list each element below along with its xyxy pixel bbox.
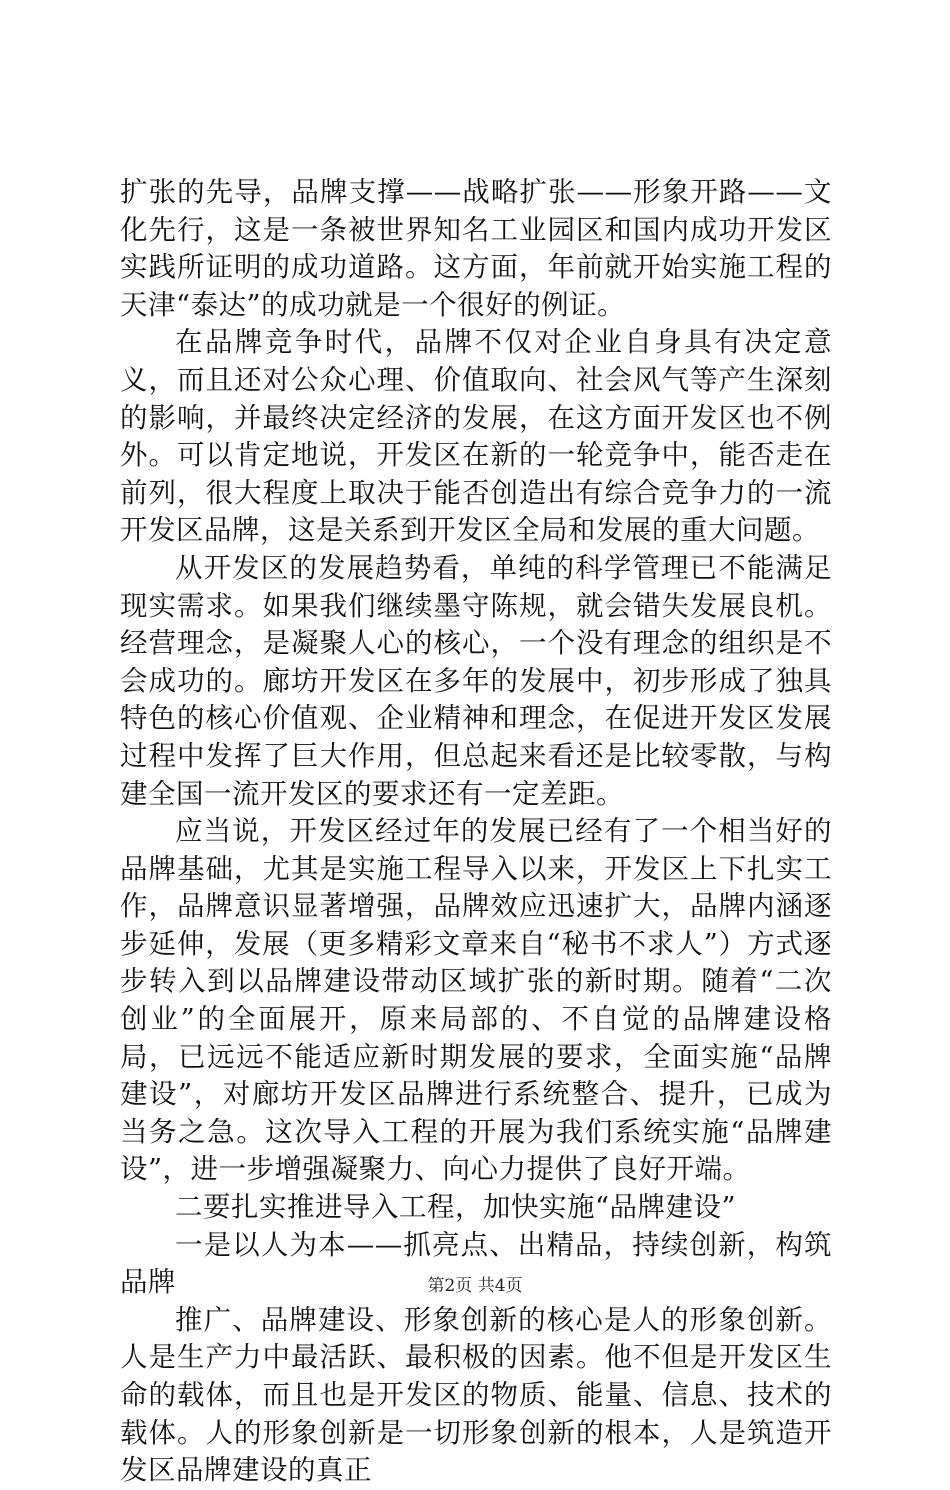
paragraph-1: 扩张的先导，品牌支撑——战略扩张——形象开路——文化先行，这是一条被世界知名工业园区和国内成功开发区实践所证明的成功道路。这方面，年前就开始实施工程的天津“泰达”的成功就是一个很好的例证。 <box>120 176 832 321</box>
paragraph-2: 在品牌竞争时代，品牌不仅对企业自身具有决定意义，而且还对公众心理、价值取向、社会风气等产生深刻的影响，并最终决定经济的发展，在这方面开发区也不例外。可以肯定地说，开发区在新的一轮竞争中，能否走在前列，很大程度上取决于能否创造出有综合竞争力的一流开发区品牌，这是关系到开发区全局和发展的重大问题。 <box>120 326 832 547</box>
paragraph-5: 推广、品牌建设、形象创新的核心是人的形象创新。人是生产力中最活跃、最积极的因素。他不但是开发区生命的载体，而且也是开发区的物质、能量、信息、技术的载体。人的形象创新是一切形象创新的根本，人是筑造开发区品牌建设的真正 <box>120 1303 832 1487</box>
paragraph-3: 从开发区的发展趋势看，单纯的科学管理已不能满足现实需求。如果我们继续墨守陈规，就会错失发展良机。经营理念，是凝聚人心的核心，一个没有理念的组织是不会成功的。廊坊开发区在多年的发展中，初步形成了独具特色的核心价值观、企业精神和理念，在促进开发区发展过程中发挥了巨大作用，但总起来看还是比较零散，与构建全国一流开发区的要求还有一定差距。 <box>120 551 832 810</box>
subsection-heading: 一是以人为本——抓亮点、出精品，持续创新，构筑品牌 <box>120 1228 832 1299</box>
page-footer: 第2页 共4页 <box>427 1276 523 1296</box>
section-heading: 二要扎实推进导入工程，加快实施“品牌建设” <box>175 1191 737 1224</box>
paragraph-4: 应当说，开发区经过年的发展已经有了一个相当好的品牌基础，尤其是实施工程导入以来，开发区上下扎实工作，品牌意识显著增强，品牌效应迅速扩大，品牌内涵逐步延伸，发展（更多精彩文章来自“秘书不求人”）方式逐步转入到以品牌建设带动区域扩张的新时期。随着“二次创业”的全面展开，原来局部的、不自觉的品牌建设格局，已远远不能适应新时期发展的要求，全面实施“品牌建设”，对廊坊开发区品牌进行系统整合、提升，已成为当务之急。这次导入工程的开展为我们系统实施“品牌建设”，进一步增强凝聚力、向心力提供了良好开端。 <box>120 815 832 1186</box>
